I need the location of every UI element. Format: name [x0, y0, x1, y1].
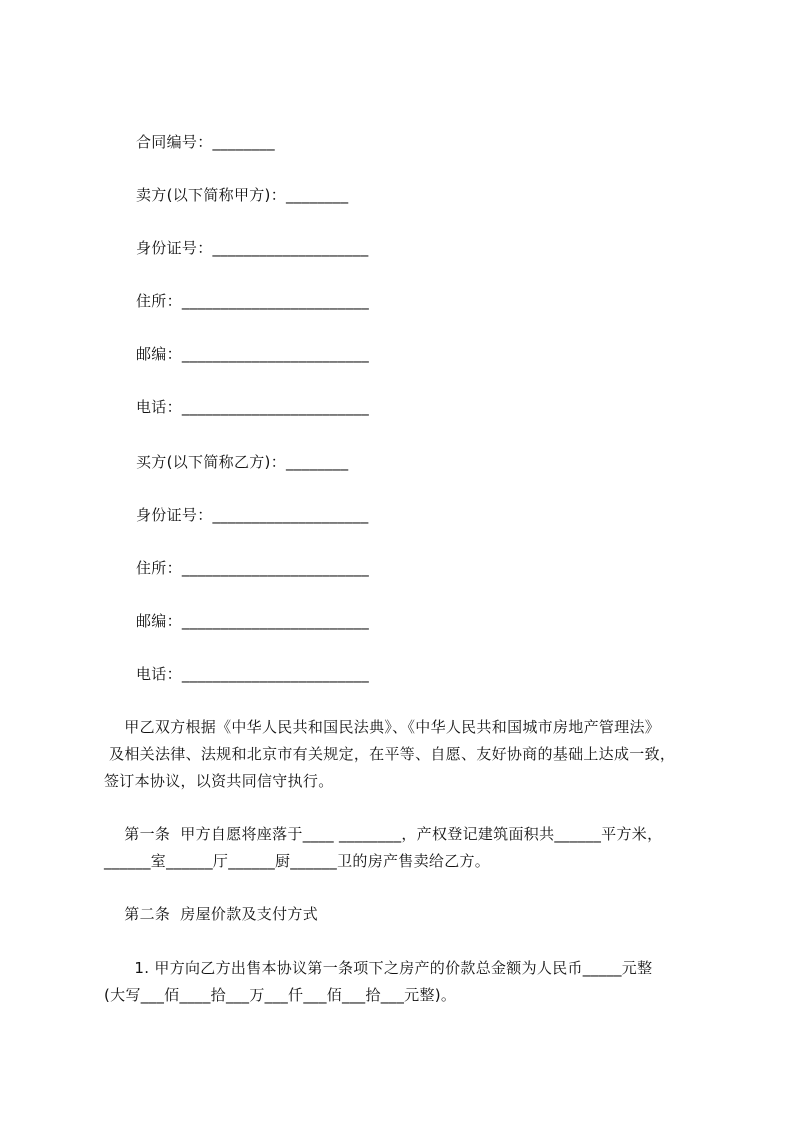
- buyer-field: 买方(以下简称乙方)：________: [136, 453, 349, 471]
- seller-postcode-field: 邮编：________________________: [136, 345, 370, 363]
- seller-address-field: 住所：________________________: [136, 292, 370, 310]
- seller-phone-field: 电话：________________________: [136, 398, 370, 416]
- preamble-line-2: 及相关法律、法规和北京市有关规定，在平等、自愿、友好协商的基础上达成一致，: [104, 745, 676, 763]
- seller-field: 卖方(以下简称甲方)：________: [136, 186, 349, 204]
- article-2-item-1-line-1: 1. 甲方向乙方出售本协议第一条项下之房产的价款总金额为人民币_____元整: [104, 959, 653, 977]
- article-1-line-2: ______室______厅______厨______卫的房产售卖给乙方。: [104, 852, 491, 870]
- buyer-postcode-field: 邮编：________________________: [136, 612, 370, 630]
- buyer-address-field: 住所：________________________: [136, 559, 370, 577]
- preamble-line-1: 甲乙双方根据《中华人民共和国民法典》、《中华人民共和国城市房地产管理法》: [104, 718, 661, 736]
- article-2-item-1-line-2: (大写___佰____拾___万___仟___佰___拾___元整)。: [104, 986, 457, 1004]
- buyer-phone-field: 电话：________________________: [136, 665, 370, 683]
- preamble-line-3: 签订本协议，以资共同信守执行。: [104, 772, 334, 790]
- article-1-line-1: 第一条 甲方自愿将座落于____ ________，产权登记建筑面积共______平方米，: [104, 825, 663, 843]
- seller-id-field: 身份证号：____________________: [136, 239, 369, 257]
- buyer-id-field: 身份证号：____________________: [136, 506, 369, 524]
- article-2-title: 第二条 房屋价款及支付方式: [104, 905, 319, 923]
- contract-number-field: 合同编号：________: [136, 133, 275, 151]
